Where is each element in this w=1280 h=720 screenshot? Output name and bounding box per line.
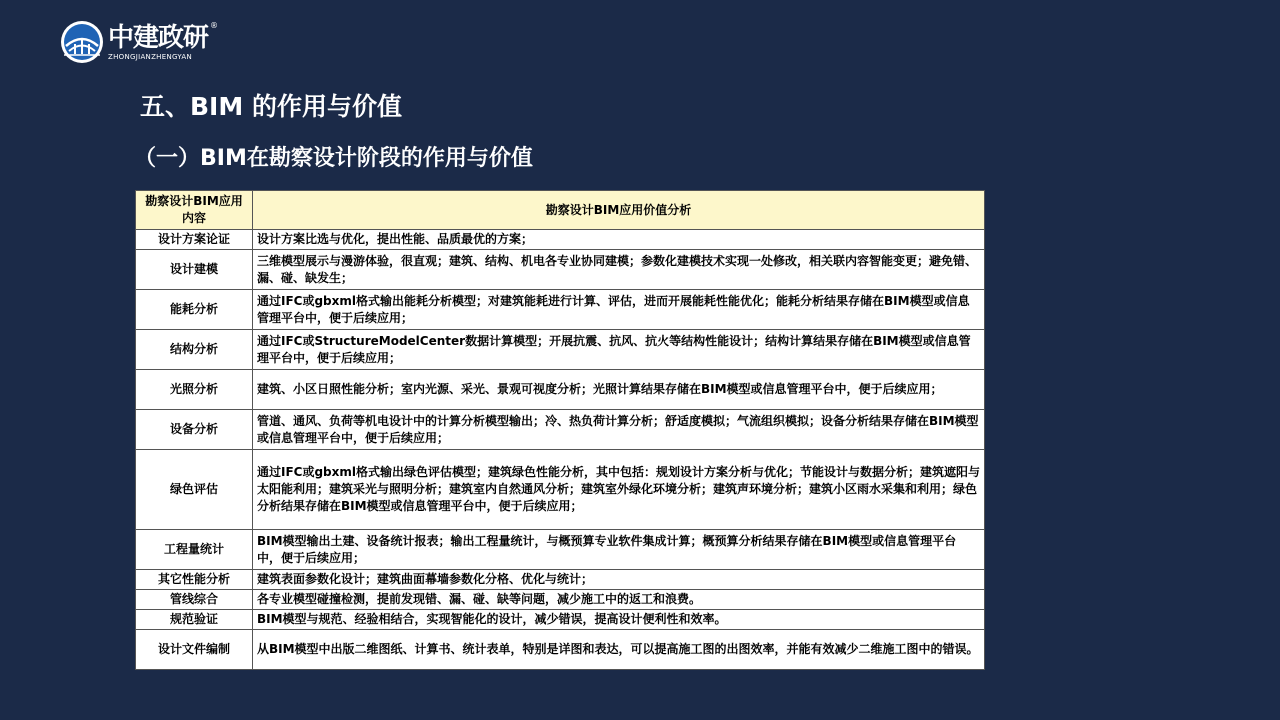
row-name: 设计建模	[136, 250, 253, 290]
logo-subtitle: ZHONGJIANZHENGYAN	[108, 52, 193, 61]
table-row	[136, 630, 985, 670]
table-body	[136, 230, 985, 670]
registered-mark: ®	[210, 20, 219, 30]
row-name: 设备分析	[136, 410, 253, 450]
row-name: 设计文件编制	[136, 630, 253, 670]
table-row	[136, 570, 985, 590]
table-row	[136, 370, 985, 410]
row-name: 规范验证	[136, 610, 253, 630]
row-name: 其它性能分析	[136, 570, 253, 590]
logo-name: 中建政研	[108, 22, 209, 53]
table-row	[136, 450, 985, 530]
row-name: 光照分析	[136, 370, 253, 410]
row-desc: 通过IFC或StructureModelCenter数据计算模型；开展抗震、抗风、抗火等结构性能设计；结构计算结果存储在BIM模型或信息管理平台中，便于后续应用；	[253, 330, 985, 370]
row-name: 结构分析	[136, 330, 253, 370]
company-logo	[60, 20, 219, 64]
row-desc: 建筑表面参数化设计；建筑曲面幕墙参数化分格、优化与统计；	[253, 570, 985, 590]
table-header-row	[136, 191, 985, 230]
section-heading: 五、BIM 的作用与价值	[140, 92, 402, 121]
table-row	[136, 290, 985, 330]
row-name: 能耗分析	[136, 290, 253, 330]
row-desc: 建筑、小区日照性能分析；室内光源、采光、景观可视度分析；光照计算结果存储在BIM模型或信息管理平台中，便于后续应用；	[253, 370, 985, 410]
table-row	[136, 230, 985, 250]
bim-value-table	[135, 190, 985, 670]
header-application-content: 勘察设计BIM应用内容	[136, 191, 253, 230]
row-desc: 通过IFC或gbxml格式输出绿色评估模型；建筑绿色性能分析，其中包括：规划设计方案分析与优化；节能设计与数据分析；建筑遮阳与太阳能利用；建筑采光与照明分析；建筑室内自然通风分析；建筑室外绿化环境分析；建筑声环境分析；建筑小区雨水采集和利用；绿色分析结果存储在BIM模型或信息管理平台中，便于后续应用；	[253, 450, 985, 530]
row-desc: BIM模型输出土建、设备统计报表；输出工程量统计，与概预算专业软件集成计算；概预算分析结果存储在BIM模型或信息管理平台中，便于后续应用；	[253, 530, 985, 570]
row-desc: 从BIM模型中出版二维图纸、计算书、统计表单，特别是详图和表达，可以提高施工图的出图效率，并能有效减少二维施工图中的错误。	[253, 630, 985, 670]
logo-text	[108, 20, 219, 62]
row-desc: 设计方案比选与优化，提出性能、品质最优的方案；	[253, 230, 985, 250]
emblem-icon	[60, 20, 104, 64]
row-desc: 管道、通风、负荷等机电设计中的计算分析模型输出；冷、热负荷计算分析；舒适度模拟；气流组织模拟；设备分析结果存储在BIM模型或信息管理平台中，便于后续应用；	[253, 410, 985, 450]
subsection-heading: （一）BIM在勘察设计阶段的作用与价值	[134, 146, 533, 171]
table-row	[136, 610, 985, 630]
table-row	[136, 410, 985, 450]
row-name: 工程量统计	[136, 530, 253, 570]
table-row	[136, 530, 985, 570]
row-name: 管线综合	[136, 590, 253, 610]
table-row	[136, 250, 985, 290]
row-name: 绿色评估	[136, 450, 253, 530]
row-desc: 三维模型展示与漫游体验，很直观；建筑、结构、机电各专业协同建模；参数化建模技术实现一处修改，相关联内容智能变更；避免错、漏、碰、缺发生；	[253, 250, 985, 290]
row-name: 设计方案论证	[136, 230, 253, 250]
table-row	[136, 330, 985, 370]
row-desc: 各专业模型碰撞检测，提前发现错、漏、碰、缺等问题，减少施工中的返工和浪费。	[253, 590, 985, 610]
row-desc: 通过IFC或gbxml格式输出能耗分析模型；对建筑能耗进行计算、评估，进而开展能耗性能优化；能耗分析结果存储在BIM模型或信息管理平台中，便于后续应用；	[253, 290, 985, 330]
table-row	[136, 590, 985, 610]
row-desc: BIM模型与规范、经验相结合，实现智能化的设计，减少错误，提高设计便利性和效率。	[253, 610, 985, 630]
header-value-analysis: 勘察设计BIM应用价值分析	[253, 191, 985, 230]
